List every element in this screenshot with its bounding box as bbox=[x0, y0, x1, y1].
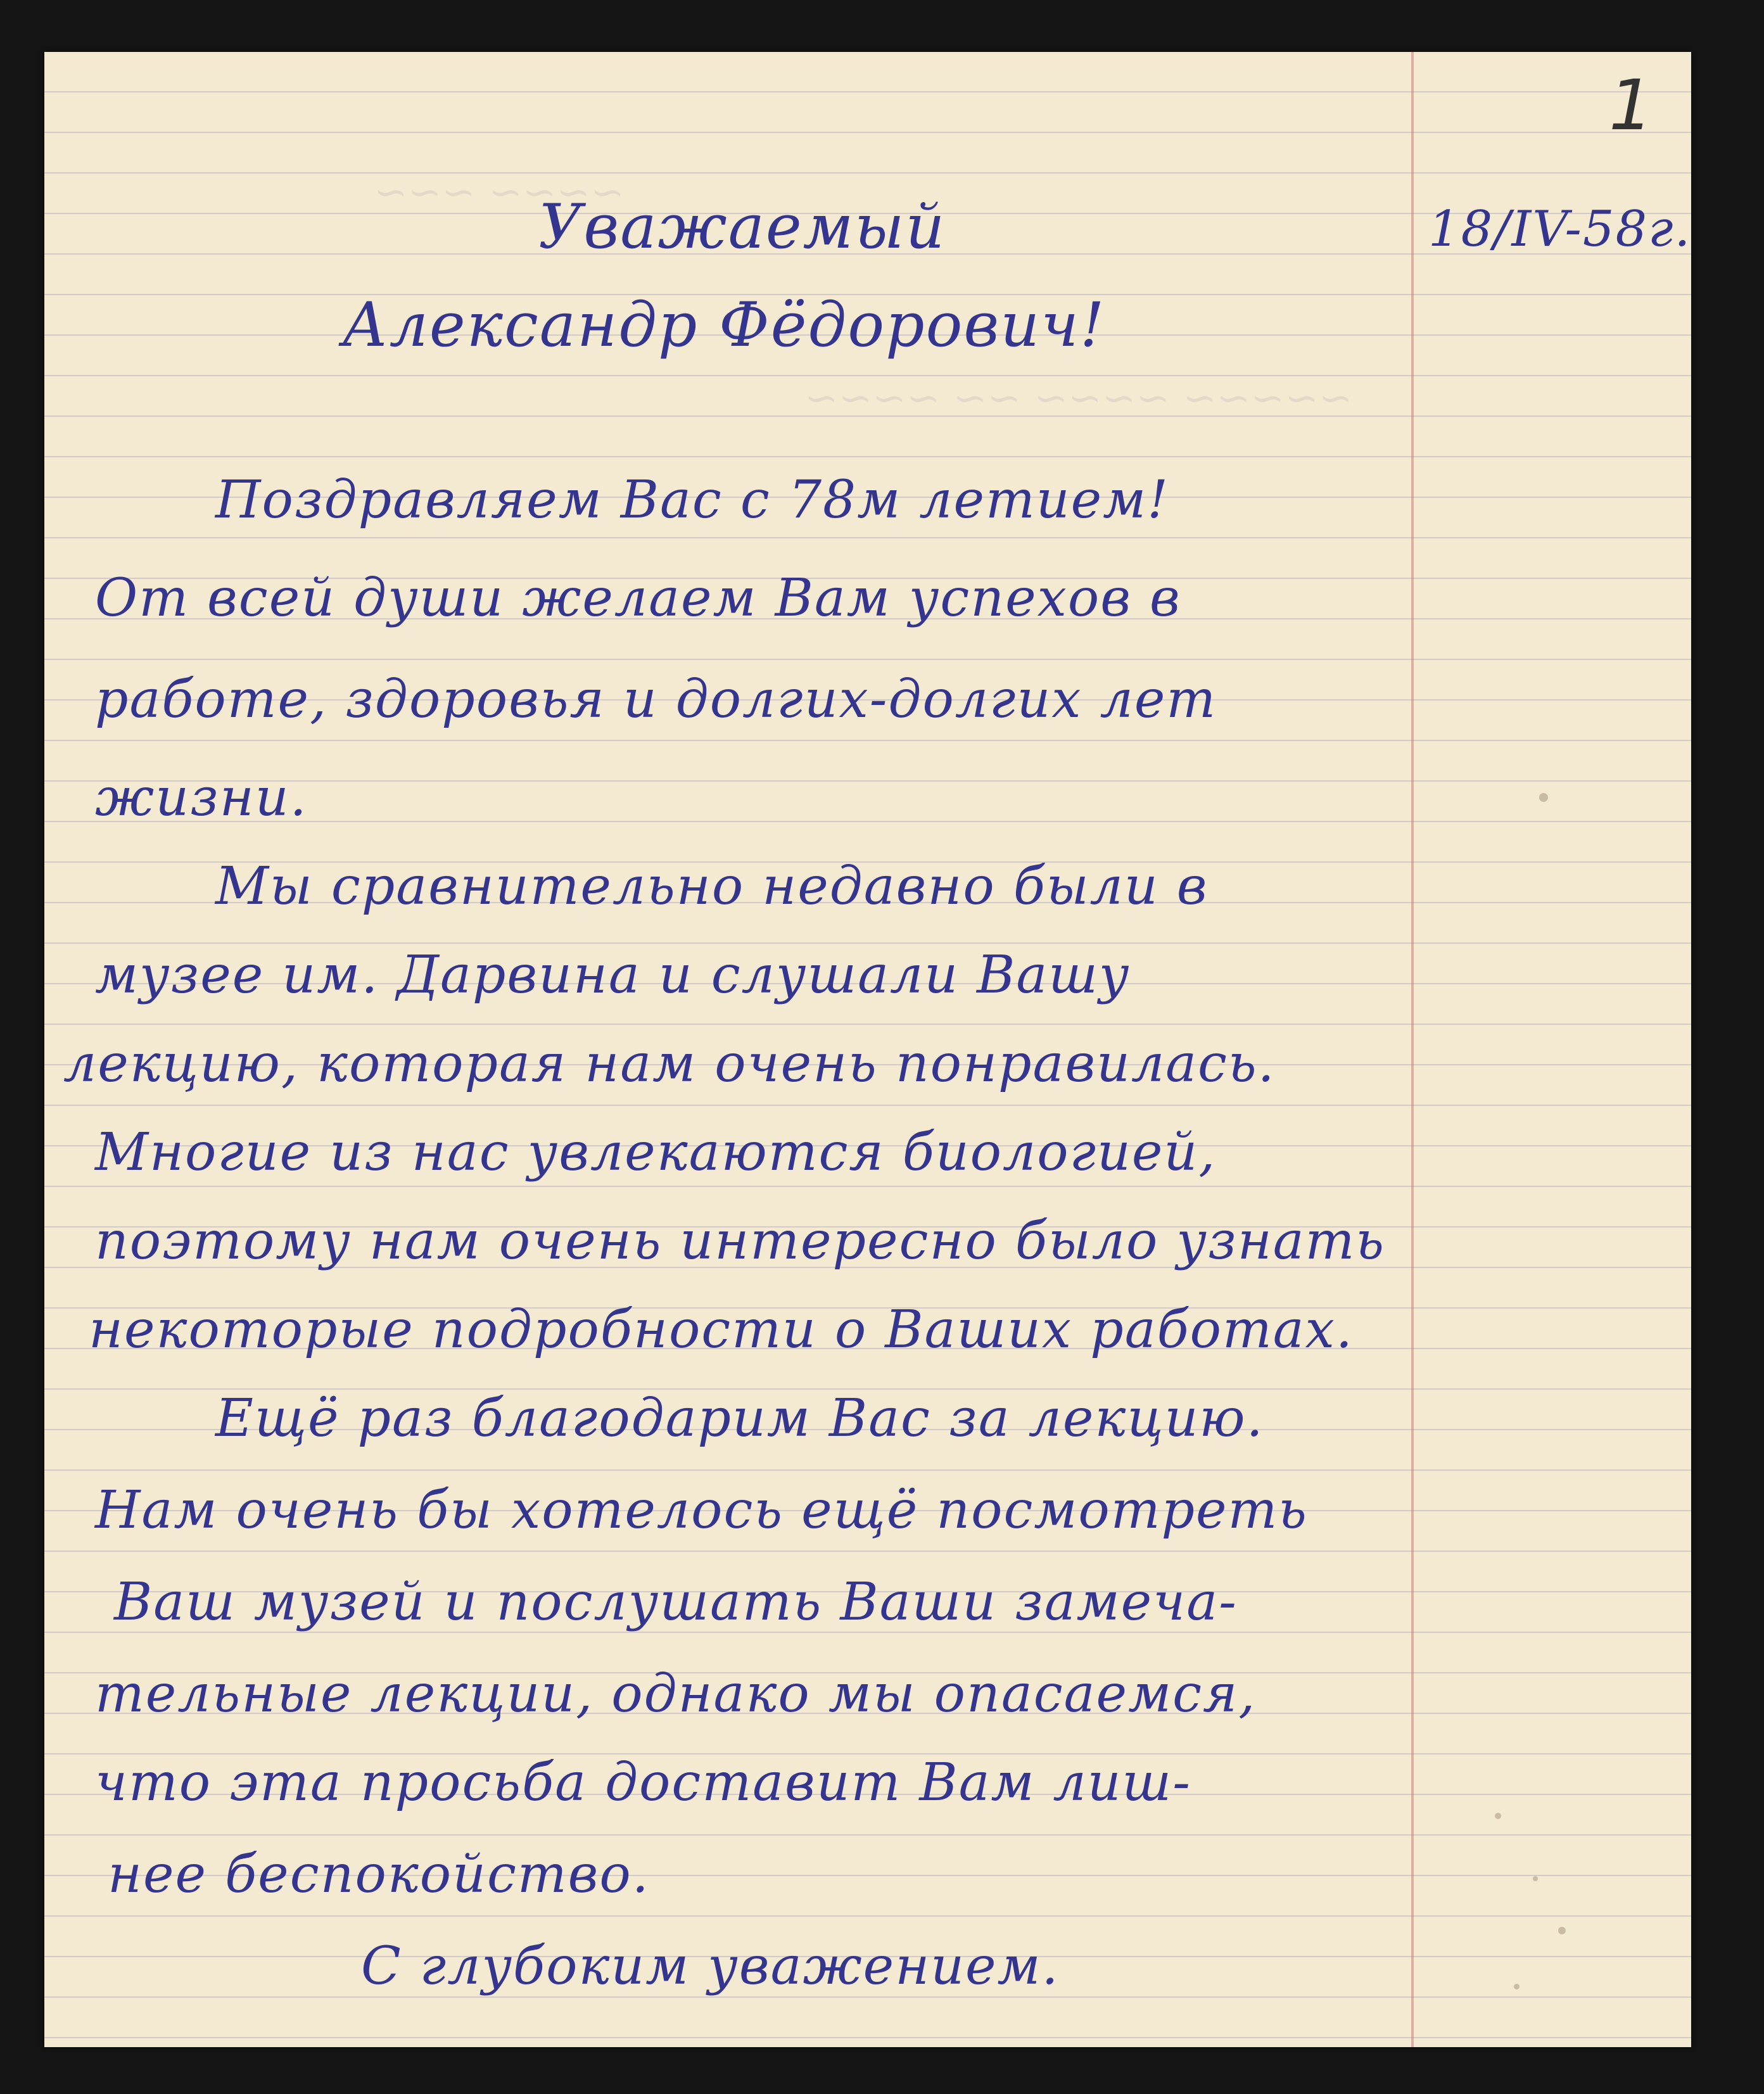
body-line: Многие из нас увлекаются биологией, bbox=[95, 1122, 1217, 1183]
body-line: Ваш музей и послушать Ваши замеча- bbox=[114, 1572, 1238, 1632]
paper-speck bbox=[1533, 1876, 1538, 1881]
paper-speck bbox=[1495, 1813, 1501, 1819]
body-line: тельные лекции, однако мы опасаемся, bbox=[95, 1664, 1257, 1724]
letter-date: 18/IV-58г. bbox=[1428, 201, 1692, 258]
margin-rule bbox=[1411, 52, 1414, 2047]
body-line: Нам очень бы хотелось ещё посмотреть bbox=[95, 1480, 1308, 1540]
bleed-through-text: ~~~~~ ~~~~ ~~ ~~~~ bbox=[804, 375, 1353, 422]
salutation-line-1: Уважаемый bbox=[538, 191, 946, 262]
body-line: жизни. bbox=[95, 768, 308, 828]
body-line: Поздравляем Вас с 78м летием! bbox=[215, 470, 1170, 530]
body-line: некоторые подробности о Ваших работах. bbox=[89, 1300, 1354, 1360]
body-line: работе, здоровья и долгих-долгих лет bbox=[95, 669, 1217, 730]
body-line: нее беспокойство. bbox=[108, 1844, 650, 1905]
bleed-through-text: ~~~~ ~~~ bbox=[374, 169, 625, 216]
body-line: что эта просьба доставит Вам лиш- bbox=[95, 1753, 1191, 1813]
paper-speck bbox=[1539, 793, 1548, 802]
body-line: музее им. Дарвина и слушали Вашу bbox=[95, 945, 1131, 1005]
body-line: От всей души желаем Вам успехов в bbox=[95, 568, 1181, 628]
paper-speck bbox=[1514, 1984, 1520, 1989]
page-number: 1 bbox=[1609, 65, 1653, 146]
body-line: поэтому нам очень интересно было узнать bbox=[95, 1211, 1385, 1271]
body-line: Мы сравнительно недавно были в bbox=[215, 856, 1209, 917]
salutation-line-2: Александр Фёдорович! bbox=[342, 289, 1106, 360]
letter-sheet bbox=[44, 52, 1691, 2047]
body-line: лекцию, которая нам очень понравилась. bbox=[63, 1034, 1276, 1094]
closing-line: С глубоким уважением. bbox=[361, 1936, 1060, 1996]
paper-speck bbox=[1558, 1927, 1566, 1934]
body-line: Ещё раз благодарим Вас за лекцию. bbox=[215, 1388, 1264, 1449]
